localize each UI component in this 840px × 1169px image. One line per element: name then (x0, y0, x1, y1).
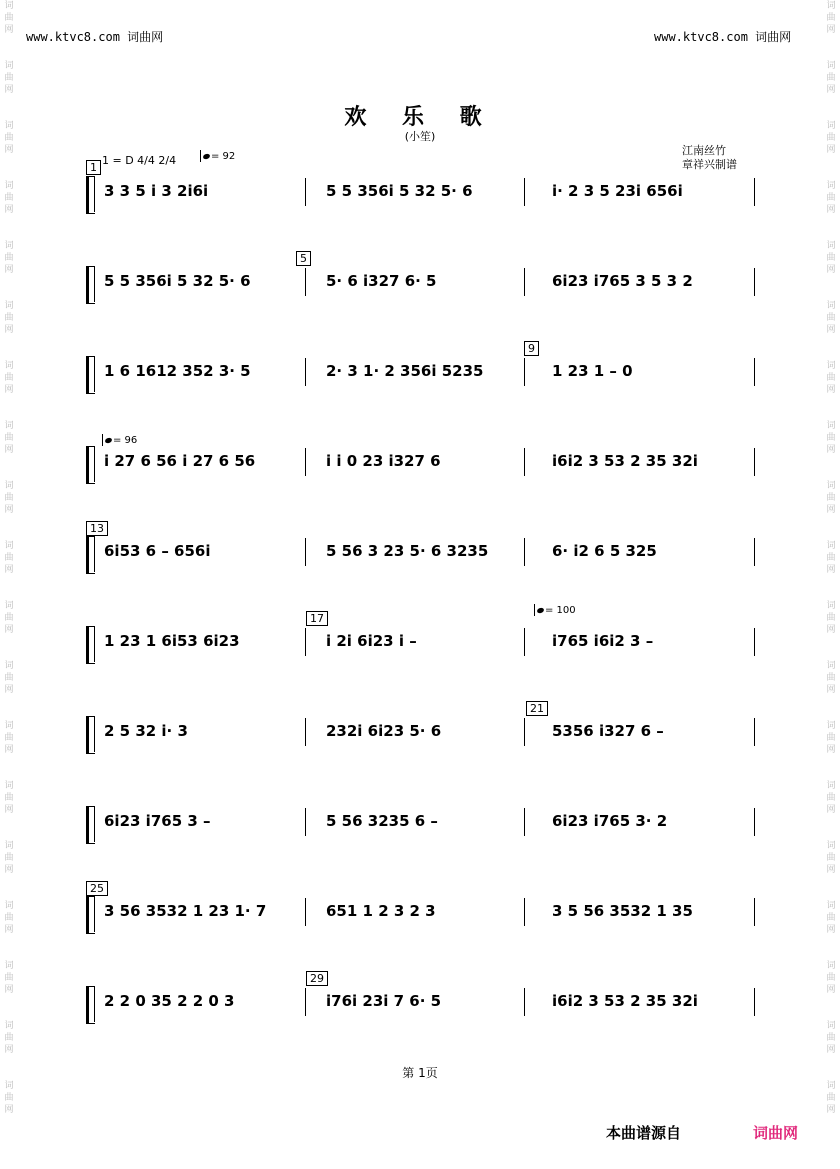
bar-line (754, 268, 755, 296)
watermark-char: 曲 (4, 733, 14, 743)
bar-line (305, 358, 306, 386)
watermark-char: 词 (826, 421, 836, 431)
watermark-char: 曲 (4, 493, 14, 503)
bar-line (524, 448, 525, 476)
bar-line (754, 178, 755, 206)
watermark-char: 曲 (4, 793, 14, 803)
staff-row (86, 982, 756, 1026)
header-url-right[interactable]: www.ktvc8.com 词曲网 (654, 30, 792, 44)
measure-number-17: 17 (306, 611, 328, 626)
watermark-char: 词 (4, 1021, 14, 1031)
measure: 6i23 i765 3 – (104, 812, 211, 830)
watermark-char: 网 (826, 445, 836, 455)
watermark-char: 词 (4, 61, 14, 71)
watermark-char: 曲 (4, 553, 14, 563)
measure: i· 2 3 5 23i 656i (552, 182, 683, 200)
staff-row (86, 172, 756, 216)
measure: 6i23 i765 3 5 3 2 (552, 272, 693, 290)
watermark-char: 曲 (4, 1093, 14, 1103)
brace-line (94, 986, 95, 1022)
watermark-char: 词 (826, 661, 836, 671)
watermark-char: 曲 (826, 133, 836, 143)
tempo-marking-2: = 96 (104, 434, 137, 446)
watermark-char: 网 (4, 985, 14, 995)
bar-line (524, 988, 525, 1016)
watermark-char: 曲 (4, 193, 14, 203)
watermark-char: 词 (4, 1, 14, 11)
bar-line (305, 178, 306, 206)
watermark-char: 网 (4, 325, 14, 335)
brace-line (94, 626, 95, 662)
bar-line (305, 448, 306, 476)
watermark-char: 词 (826, 721, 836, 731)
watermark-char: 曲 (4, 373, 14, 383)
footer-source-label: 本曲谱源自 (606, 1124, 682, 1142)
staff-row (86, 802, 756, 846)
measure: i i 0 23 i327 6 (326, 452, 441, 470)
bar-line (524, 538, 525, 566)
watermark-char: 曲 (4, 913, 14, 923)
song-title: 欢 乐 歌 (344, 104, 496, 130)
watermark-char: 词 (4, 301, 14, 311)
watermark-char: 网 (826, 865, 836, 875)
watermark-char: 曲 (826, 73, 836, 83)
watermark-char: 曲 (4, 973, 14, 983)
brace-line (94, 806, 95, 842)
measure: i6i2 3 53 2 35 32i (552, 452, 698, 470)
brace-line (94, 266, 95, 302)
measure: 5356 i327 6 – (552, 722, 664, 740)
watermark-char: 曲 (4, 13, 14, 23)
watermark-char: 词 (826, 481, 836, 491)
watermark-right (824, 0, 838, 1169)
watermark-char: 曲 (826, 613, 836, 623)
watermark-char: 网 (826, 145, 836, 155)
watermark-char: 曲 (826, 193, 836, 203)
header-url-left[interactable]: www.ktvc8.com 词曲网 (26, 30, 164, 44)
watermark-char: 词 (826, 241, 836, 251)
song-subtitle: (小笙) (404, 130, 436, 143)
bar-line (305, 988, 306, 1016)
watermark-char: 词 (4, 421, 14, 431)
watermark-char: 曲 (4, 853, 14, 863)
watermark-char: 词 (826, 301, 836, 311)
brace-line (94, 896, 95, 932)
watermark-char: 曲 (826, 433, 836, 443)
staff-row (86, 352, 756, 396)
watermark-char: 网 (4, 265, 14, 275)
watermark-char: 曲 (4, 73, 14, 83)
watermark-char: 曲 (826, 793, 836, 803)
watermark-char: 词 (4, 181, 14, 191)
watermark-char: 网 (4, 625, 14, 635)
bar-line (754, 448, 755, 476)
brace-line (94, 176, 95, 212)
watermark-char: 曲 (4, 253, 14, 263)
watermark-char: 网 (4, 1045, 14, 1055)
bar-line (305, 718, 306, 746)
watermark-char: 词 (4, 901, 14, 911)
measure-number-5: 5 (296, 251, 311, 266)
measure: 2 5 32 i· 3 (104, 722, 188, 740)
measure: 1 6 1612 352 3· 5 (104, 362, 251, 380)
watermark-char: 曲 (826, 493, 836, 503)
watermark-char: 曲 (4, 613, 14, 623)
watermark-char: 词 (4, 841, 14, 851)
watermark-char: 网 (826, 1105, 836, 1115)
measure: 5 5 356i 5 32 5· 6 (326, 182, 473, 200)
brace-line (94, 356, 95, 392)
watermark-char: 词 (826, 181, 836, 191)
watermark-char: 词 (4, 481, 14, 491)
watermark-char: 网 (4, 1105, 14, 1115)
watermark-char: 网 (826, 565, 836, 575)
tempo-marking-1: = 92 (202, 150, 235, 162)
watermark-char: 词 (4, 121, 14, 131)
watermark-char: 网 (826, 685, 836, 695)
watermark-char: 词 (826, 61, 836, 71)
measure-number-25: 25 (86, 881, 108, 896)
watermark-char: 词 (826, 601, 836, 611)
bar-line (754, 628, 755, 656)
measure: 2 2 0 35 2 2 0 3 (104, 992, 235, 1010)
watermark-char: 网 (826, 385, 836, 395)
bar-line (524, 268, 525, 296)
watermark-char: 曲 (826, 13, 836, 23)
watermark-left (2, 0, 16, 1169)
measure: 5 5 356i 5 32 5· 6 (104, 272, 251, 290)
watermark-char: 词 (826, 841, 836, 851)
watermark-char: 网 (4, 85, 14, 95)
watermark-char: 词 (826, 901, 836, 911)
bar-line (305, 268, 306, 296)
staff-row (86, 622, 756, 666)
watermark-char: 词 (826, 961, 836, 971)
measure: 3 5 56 3532 1 35 (552, 902, 693, 920)
measure: 1 23 1 – 0 (552, 362, 633, 380)
watermark-char: 网 (4, 385, 14, 395)
measure: 651 1 2 3 2 3 (326, 902, 436, 920)
measure: i 2i 6i23 i – (326, 632, 417, 650)
measure: 6· i2 6 5 325 (552, 542, 657, 560)
watermark-char: 词 (4, 1081, 14, 1091)
watermark-char: 曲 (4, 673, 14, 683)
bar-line (524, 178, 525, 206)
bar-line (305, 628, 306, 656)
measure: 5· 6 i327 6· 5 (326, 272, 437, 290)
watermark-char: 曲 (826, 1093, 836, 1103)
watermark-char: 网 (4, 925, 14, 935)
bar-line (754, 808, 755, 836)
watermark-char: 词 (826, 361, 836, 371)
watermark-char: 词 (4, 781, 14, 791)
measure: 3 56 3532 1 23 1· 7 (104, 902, 267, 920)
bar-line (524, 358, 525, 386)
bar-line (524, 898, 525, 926)
measure: i 27 6 56 i 27 6 56 (104, 452, 256, 470)
staff-row (86, 532, 756, 576)
watermark-char: 网 (826, 1045, 836, 1055)
staff-row (86, 712, 756, 756)
watermark-char: 网 (826, 265, 836, 275)
watermark-char: 网 (826, 805, 836, 815)
staff-row (86, 262, 756, 306)
measure: 232i 6i23 5· 6 (326, 722, 442, 740)
watermark-char: 网 (4, 805, 14, 815)
watermark-char: 曲 (4, 133, 14, 143)
watermark-char: 曲 (826, 673, 836, 683)
page-number: 第 1页 (402, 1066, 438, 1080)
watermark-char: 词 (4, 541, 14, 551)
watermark-char: 词 (4, 661, 14, 671)
measure: i6i2 3 53 2 35 32i (552, 992, 698, 1010)
watermark-char: 曲 (4, 313, 14, 323)
watermark-char: 词 (4, 601, 14, 611)
measure: 6i53 6 – 656i (104, 542, 211, 560)
watermark-char: 词 (826, 1081, 836, 1091)
bar-line (524, 628, 525, 656)
measure: 2· 3 1· 2 356i 5235 (326, 362, 484, 380)
watermark-char: 网 (826, 325, 836, 335)
bar-line (305, 538, 306, 566)
watermark-char: 网 (4, 685, 14, 695)
bar-line (754, 898, 755, 926)
watermark-char: 网 (4, 745, 14, 755)
watermark-char: 词 (4, 961, 14, 971)
watermark-char: 网 (4, 565, 14, 575)
watermark-char: 曲 (4, 433, 14, 443)
watermark-char: 网 (4, 145, 14, 155)
watermark-char: 曲 (826, 373, 836, 383)
bar-line (754, 718, 755, 746)
quarter-note-icon (202, 152, 210, 159)
measure-number-1: 1 (86, 160, 101, 175)
watermark-char: 曲 (826, 553, 836, 563)
measure: 1 23 1 6i53 6i23 (104, 632, 240, 650)
credit-arranger: 章祥兴制谱 (682, 158, 737, 171)
watermark-char: 网 (826, 505, 836, 515)
measure: 5 56 3235 6 – (326, 812, 438, 830)
watermark-char: 网 (826, 205, 836, 215)
watermark-char: 网 (826, 745, 836, 755)
watermark-char: 词 (826, 541, 836, 551)
bar-line (754, 988, 755, 1016)
key-signature: 1 = D 4/4 2/4 (102, 154, 177, 167)
watermark-char: 曲 (826, 733, 836, 743)
watermark-char: 曲 (826, 253, 836, 263)
measure: 5 56 3 23 5· 6 3235 (326, 542, 489, 560)
watermark-char: 曲 (826, 1033, 836, 1043)
watermark-char: 曲 (826, 973, 836, 983)
bar-line (754, 358, 755, 386)
watermark-char: 网 (826, 925, 836, 935)
watermark-char: 网 (826, 985, 836, 995)
bar-line (524, 808, 525, 836)
measure: i76i 23i 7 6· 5 (326, 992, 442, 1010)
watermark-char: 词 (826, 121, 836, 131)
watermark-char: 网 (4, 445, 14, 455)
watermark-char: 词 (826, 1021, 836, 1031)
watermark-char: 词 (4, 721, 14, 731)
measure: i765 i6i2 3 – (552, 632, 654, 650)
watermark-char: 曲 (826, 913, 836, 923)
watermark-char: 词 (4, 241, 14, 251)
bar-line (754, 538, 755, 566)
watermark-char: 网 (826, 85, 836, 95)
quarter-note-icon (536, 606, 544, 613)
brace-line (94, 716, 95, 752)
watermark-char: 词 (826, 1, 836, 11)
brace-line (94, 446, 95, 482)
watermark-char: 网 (4, 205, 14, 215)
measure: 6i23 i765 3· 2 (552, 812, 668, 830)
measure-number-9: 9 (524, 341, 539, 356)
watermark-char: 网 (4, 505, 14, 515)
measure: 3 3 5 i 3 2i6i (104, 182, 209, 200)
tempo-marking-3: = 100 (536, 604, 576, 616)
watermark-char: 网 (826, 25, 836, 35)
bar-line (524, 718, 525, 746)
watermark-char: 网 (4, 865, 14, 875)
brace-line (94, 536, 95, 572)
bar-line (305, 898, 306, 926)
watermark-char: 网 (826, 625, 836, 635)
measure-number-13: 13 (86, 521, 108, 536)
watermark-char: 网 (4, 25, 14, 35)
watermark-char: 曲 (4, 1033, 14, 1043)
measure-number-21: 21 (526, 701, 548, 716)
watermark-char: 词 (826, 781, 836, 791)
watermark-char: 曲 (826, 313, 836, 323)
footer-logo[interactable]: 词曲网 (753, 1124, 799, 1142)
staff-row (86, 442, 756, 486)
staff-row (86, 892, 756, 936)
watermark-char: 词 (4, 361, 14, 371)
measure-number-29: 29 (306, 971, 328, 986)
watermark-char: 曲 (826, 853, 836, 863)
credit-genre: 江南丝竹 (682, 144, 726, 157)
bar-line (305, 808, 306, 836)
